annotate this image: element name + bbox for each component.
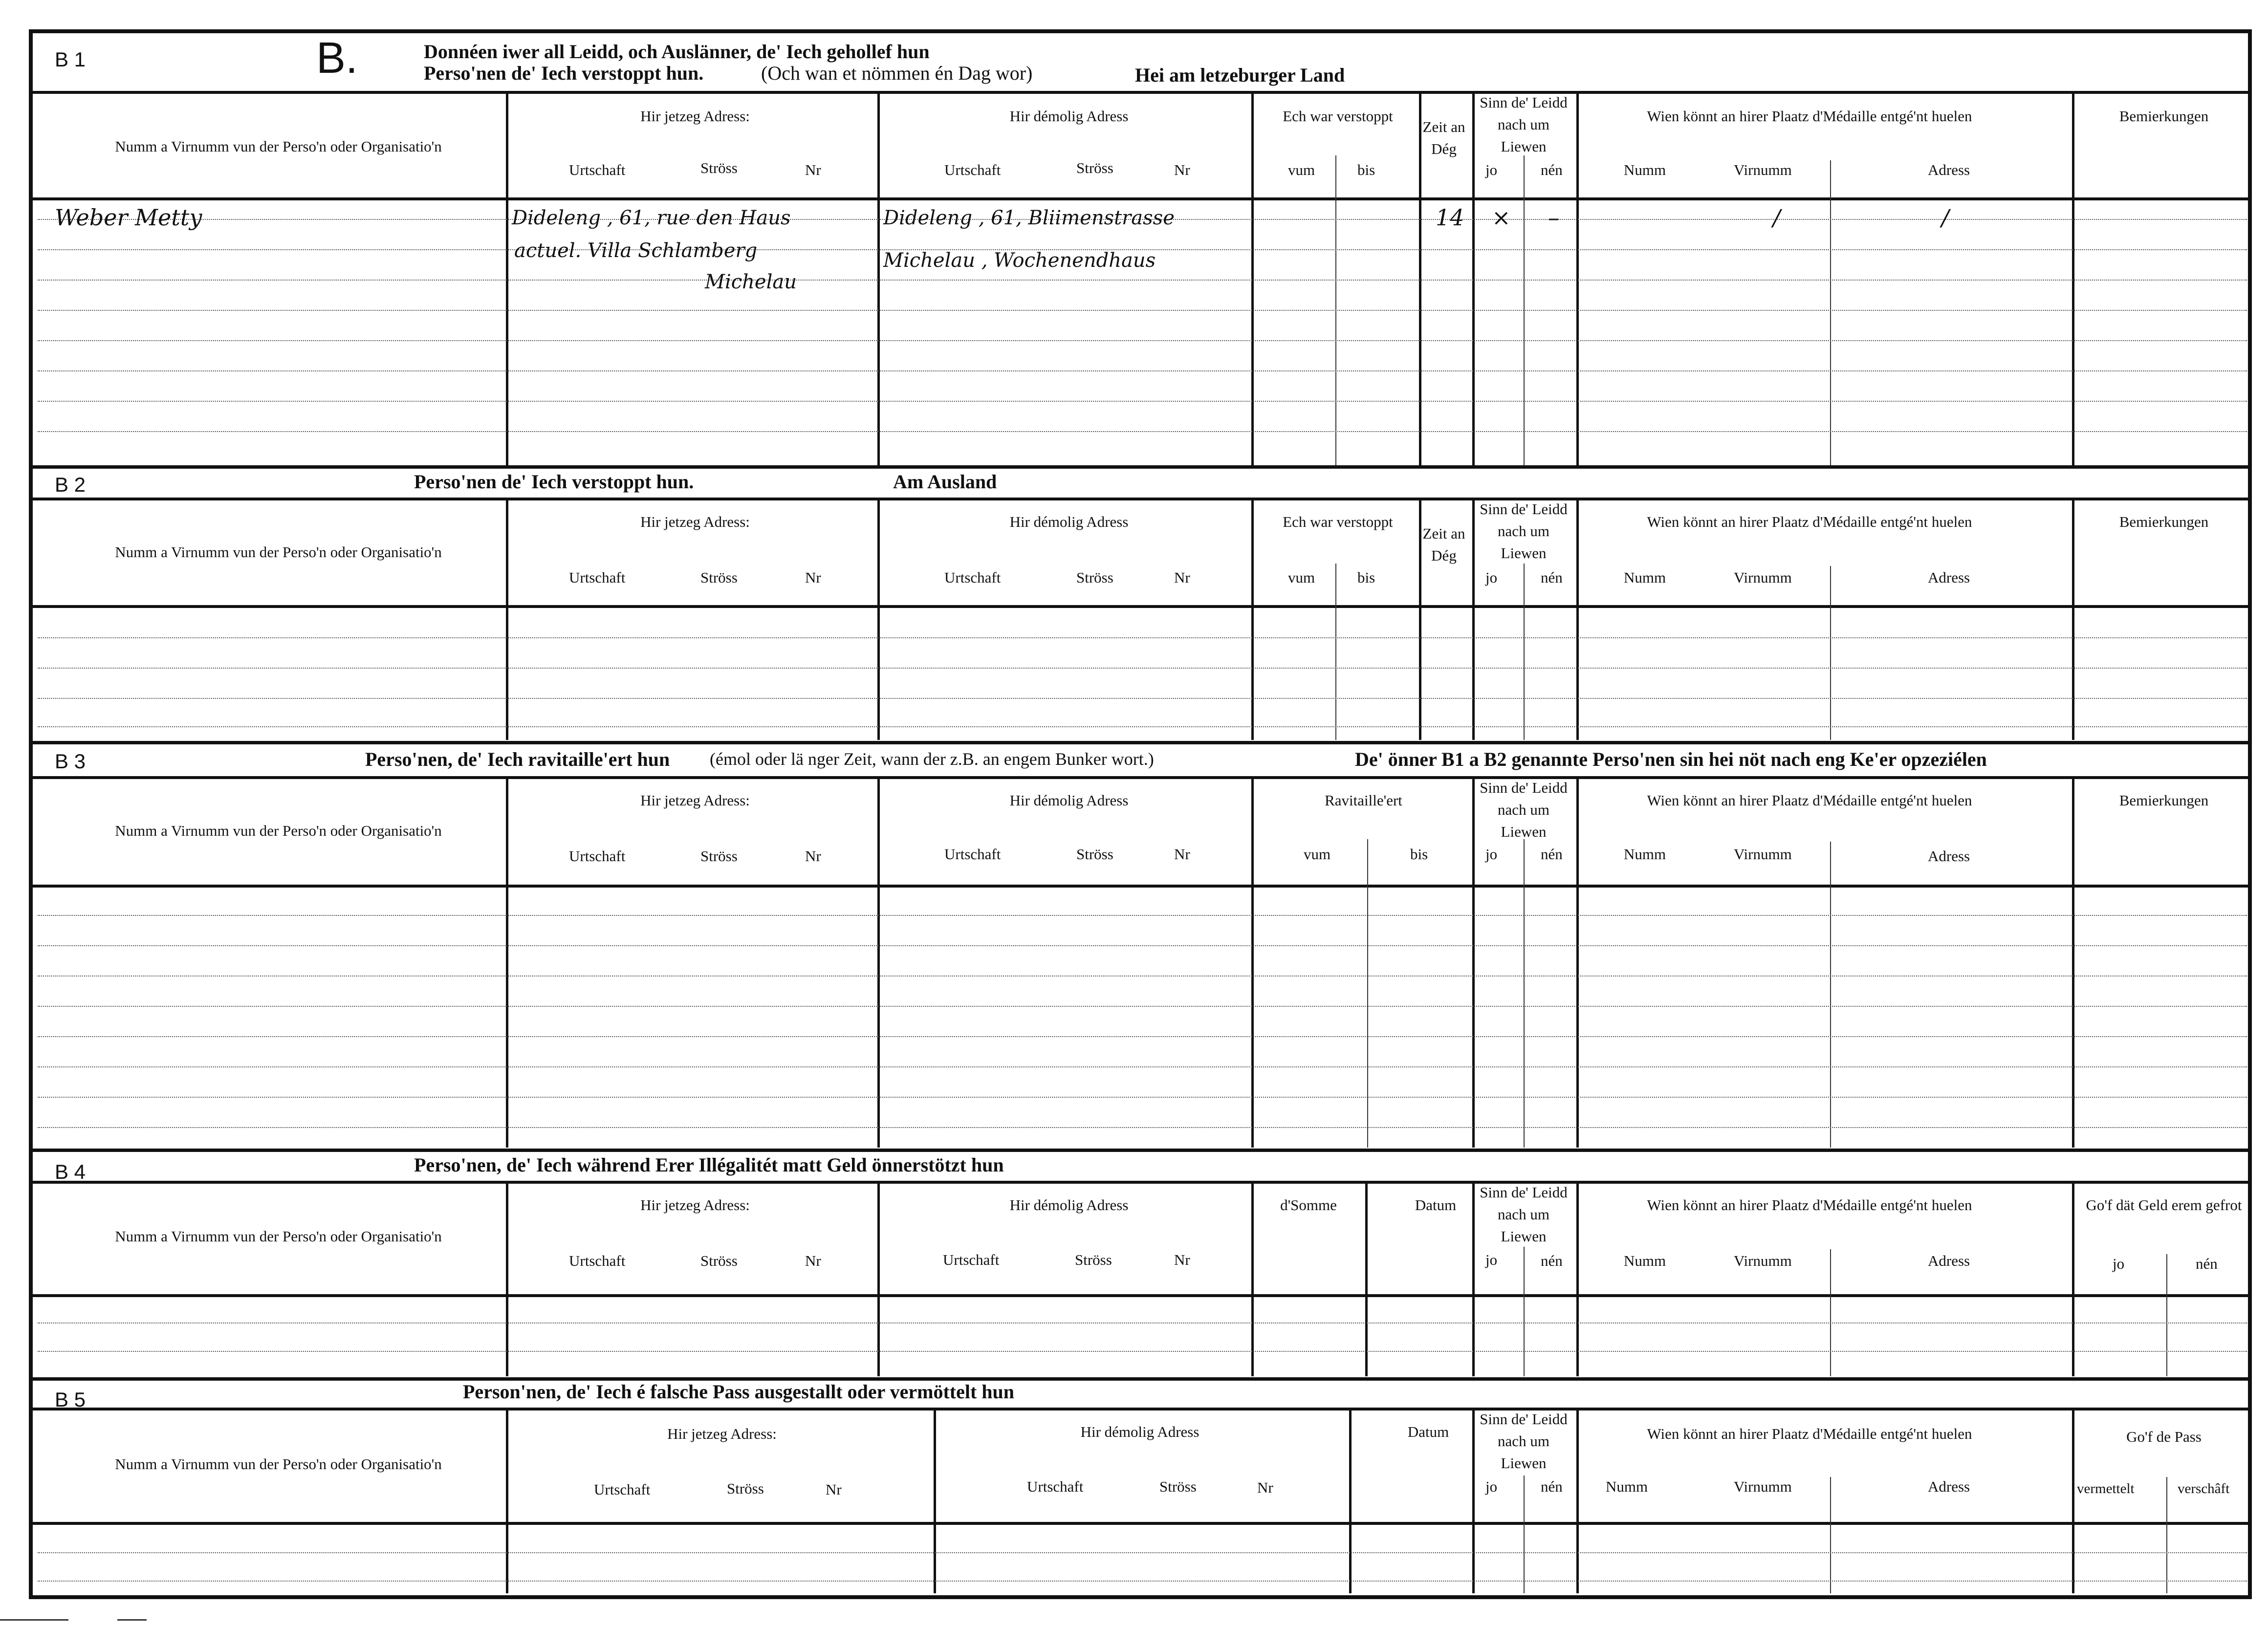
col-divider: [1576, 1181, 1579, 1376]
col-name-header: Numm a Virnumm vun der Perso'n oder Organisatio'n: [115, 822, 442, 839]
row-rule: [38, 1066, 2247, 1067]
col-divider-thin: [1524, 1475, 1525, 1593]
col-divider-thin: [1524, 155, 1525, 468]
col-divider: [1576, 498, 1579, 740]
col-stross: Ströss: [1076, 569, 1113, 586]
col-numm: Numm: [1624, 846, 1666, 863]
col-divider-thin: [1335, 155, 1336, 468]
col-vum: vum: [1288, 569, 1315, 586]
col-divider: [2072, 1408, 2074, 1593]
section-b2-label: B 2: [55, 473, 86, 496]
col-nen: nén: [1541, 161, 1563, 178]
row-rule: [38, 915, 2247, 916]
col-medal-header: Wien könnt an hirer Plaatz d'Médaille entgé'nt huelen: [1647, 513, 1972, 530]
rule: [33, 498, 2248, 500]
col-nr: Nr: [1174, 161, 1190, 178]
col-vermettelt: vermettelt: [2077, 1481, 2135, 1497]
col-jo: jo: [1485, 569, 1498, 586]
col-nen: nén: [1541, 1252, 1563, 1269]
section-b2: [33, 468, 2248, 742]
row-rule: [38, 1006, 2247, 1007]
col-former-address-header: Hir démolig Adress: [1080, 1423, 1199, 1440]
col-medal-header: Wien könnt an hirer Plaatz d'Médaille entgé'nt huelen: [1647, 1425, 1972, 1442]
col-stross: Ströss: [700, 847, 738, 865]
section-b3-title-a: Perso'nen, de' Iech ravitaille'ert hun: [365, 748, 670, 770]
col-divider-thin: [1830, 842, 1831, 1148]
entry-current-address-line1: Dideleng , 61, rue den Haus: [512, 207, 791, 229]
col-urtschaft: Urtschaft: [569, 569, 626, 586]
col-divider-thin: [1367, 839, 1368, 1148]
row-rule: [38, 698, 2247, 699]
col-ravitaille-header: Ravitaille'ert: [1325, 792, 1402, 809]
section-b4-label: B 4: [55, 1160, 86, 1183]
col-divider: [506, 1181, 508, 1376]
col-sinn-header: Sinn de' Leidd nach um Liewen: [1480, 500, 1568, 562]
col-zeit-header: Zeit an Dég: [1422, 525, 1465, 564]
col-remarks-header: Bemierkungen: [2119, 792, 2209, 809]
col-divider-thin: [1830, 1249, 1831, 1376]
col-divider: [934, 1408, 936, 1593]
col-adress: Adress: [1928, 161, 1970, 178]
col-vum: vum: [1288, 161, 1315, 178]
col-former-address-header: Hir démolig Adress: [1009, 792, 1129, 809]
col-name-header: Numm a Virnumm vun der Perso'n oder Organisatio'n: [115, 138, 442, 155]
section-b1-title-line1: Donnéen iwer all Leidd, och Auslänner, de' Iech gehollef hun: [424, 41, 930, 63]
col-divider-thin: [1830, 1477, 1831, 1593]
section-b3-title-c: De' önner B1 a B2 genannte Perso'nen sin hei nöt nach eng Ke'er opzeziélen: [1355, 748, 1987, 770]
col-hidden-header: Ech war verstoppt: [1283, 513, 1393, 530]
entry-current-address-line3: Michelau: [705, 271, 797, 293]
col-divider-thin: [2166, 1477, 2167, 1593]
rule: [33, 1294, 2248, 1297]
row-rule: [38, 1097, 2247, 1098]
entry-nen-mark: –: [1548, 204, 1559, 231]
rule: [33, 1408, 2248, 1410]
col-nr: Nr: [1174, 569, 1190, 586]
rule: [33, 885, 2248, 888]
section-b1-title-line2b: (Och wan et nömmen én Dag wor): [761, 62, 1033, 84]
section-b-letter: B.: [316, 34, 358, 83]
col-stross: Ströss: [1159, 1478, 1197, 1495]
col-medal-header: Wien könnt an hirer Plaatz d'Médaille entgé'nt huelen: [1647, 108, 1972, 125]
col-former-address-header: Hir démolig Adress: [1009, 108, 1129, 125]
col-nen: nén: [1541, 846, 1563, 863]
col-adress: Adress: [1928, 1252, 1970, 1269]
col-urtschaft: Urtschaft: [944, 161, 1001, 178]
col-zeit-header: Zeit an Dég: [1422, 118, 1465, 157]
entry-former-address-line2: Michelau , Wochenendhaus: [883, 249, 1156, 272]
section-b1-title-line2c: Hei am letzeburger Land: [1135, 64, 1345, 86]
col-nr: Nr: [805, 161, 821, 178]
section-b5-title: Person'nen, de' Iech é falsche Pass ausgestallt oder vermöttelt hun: [463, 1381, 1015, 1403]
edge-mark: [0, 1619, 68, 1621]
col-current-address-header: Hir jetzeg Adress:: [640, 513, 750, 530]
col-stross: Ströss: [1076, 846, 1113, 863]
col-jo: jo: [2113, 1255, 2125, 1272]
col-nr: Nr: [1257, 1479, 1273, 1496]
col-adress: Adress: [1928, 847, 1970, 865]
row-rule: [38, 280, 2247, 281]
section-b1-label: B 1: [55, 48, 86, 71]
col-nr: Nr: [1174, 846, 1190, 863]
col-nr: Nr: [805, 1252, 821, 1269]
col-sinn-header: Sinn de' Leidd nach um Liewen: [1480, 94, 1568, 155]
row-rule: [38, 340, 2247, 341]
col-adress: Adress: [1928, 569, 1970, 586]
col-urtschaft: Urtschaft: [944, 569, 1001, 586]
col-divider-thin: [1830, 566, 1831, 740]
col-divider: [506, 776, 508, 1148]
col-nen: nén: [1541, 569, 1563, 586]
section-b5: [33, 1380, 2248, 1595]
rule: [33, 1522, 2248, 1525]
col-somme-header: d'Somme: [1280, 1196, 1337, 1214]
entry-name: Weber Metty: [55, 204, 202, 231]
col-name-header: Numm a Virnumm vun der Perso'n oder Organisatio'n: [115, 1228, 442, 1245]
col-divider: [877, 776, 880, 1148]
entry-medal-virnumm: /: [1773, 204, 1781, 231]
col-divider-thin: [1524, 839, 1525, 1148]
col-sinn-header: Sinn de' Leidd nach um Liewen: [1480, 1184, 1568, 1245]
col-name-header: Numm a Virnumm vun der Perso'n oder Organisatio'n: [115, 1455, 442, 1473]
section-b4-title: Perso'nen, de' Iech während Erer Illégalitét matt Geld önnerstötzt hun: [414, 1154, 1004, 1176]
col-urtschaft: Urtschaft: [569, 847, 626, 865]
col-divider: [1251, 498, 1254, 740]
col-current-address-header: Hir jetzeg Adress:: [667, 1425, 777, 1442]
col-divider: [1472, 776, 1475, 1148]
section-b3: [33, 744, 2248, 1150]
entry-days: 14: [1436, 204, 1464, 231]
col-vum: vum: [1304, 846, 1331, 863]
col-nr: Nr: [1174, 1251, 1190, 1268]
col-urtschaft: Urtschaft: [594, 1481, 651, 1498]
entry-current-address-line2: actuel. Villa Schlamberg: [514, 239, 758, 262]
row-rule: [38, 1127, 2247, 1128]
col-name-header: Numm a Virnumm vun der Perso'n oder Organisatio'n: [115, 543, 442, 561]
row-rule: [38, 1036, 2247, 1037]
section-b3-title-b: (émol oder lä nger Zeit, wann der z.B. an engem Bunker wort.): [710, 749, 1154, 769]
col-urtschaft: Urtschaft: [943, 1251, 1000, 1268]
col-divider-thin: [2166, 1254, 2167, 1376]
col-former-address-header: Hir démolig Adress: [1009, 1196, 1129, 1214]
col-urtschaft: Urtschaft: [944, 846, 1001, 863]
col-divider: [1251, 1181, 1254, 1376]
col-divider: [1419, 498, 1421, 740]
col-virnumm: Virnumm: [1734, 1478, 1792, 1495]
col-nen: nén: [2196, 1255, 2218, 1272]
col-divider: [1251, 776, 1254, 1148]
col-stross: Ströss: [700, 569, 738, 586]
col-divider: [2072, 1181, 2074, 1376]
col-virnumm: Virnumm: [1734, 569, 1792, 586]
col-nr: Nr: [805, 569, 821, 586]
col-urtschaft: Urtschaft: [569, 1252, 626, 1269]
row-rule: [38, 726, 2247, 727]
col-remarks-header: Bemierkungen: [2119, 108, 2209, 125]
rule: [33, 605, 2248, 608]
col-urtschaft: Urtschaft: [1027, 1478, 1084, 1495]
row-rule: [38, 637, 2247, 638]
col-jo: jo: [1485, 1478, 1498, 1495]
col-bis: bis: [1410, 846, 1428, 863]
col-divider-thin: [1524, 564, 1525, 740]
edge-mark: [117, 1619, 147, 1621]
col-remarks-header: Bemierkungen: [2119, 513, 2209, 530]
col-current-address-header: Hir jetzeg Adress:: [640, 792, 750, 809]
col-datum-header: Datum: [1407, 1423, 1449, 1440]
entry-former-address-line1: Dideleng , 61, Bliimenstrasse: [883, 207, 1175, 229]
row-rule: [38, 668, 2247, 669]
section-b1: [33, 33, 2248, 468]
col-divider: [506, 498, 508, 740]
col-numm: Numm: [1624, 161, 1666, 178]
col-virnumm: Virnumm: [1734, 161, 1792, 178]
row-rule: [38, 1581, 2247, 1582]
col-numm: Numm: [1624, 1252, 1666, 1269]
col-stross: Ströss: [700, 159, 738, 176]
col-stross: Ströss: [1075, 1251, 1112, 1268]
row-rule: [38, 1351, 2247, 1352]
col-medal-header: Wien könnt an hirer Plaatz d'Médaille entgé'nt huelen: [1647, 792, 1972, 809]
col-divider: [2072, 776, 2074, 1148]
col-stross: Ströss: [1076, 159, 1113, 176]
section-b5-label: B 5: [55, 1388, 86, 1411]
col-nr: Nr: [826, 1481, 842, 1498]
col-divider: [1576, 776, 1579, 1148]
col-divider-thin: [1524, 1247, 1525, 1376]
row-rule: [38, 1552, 2247, 1553]
row-rule: [38, 431, 2247, 432]
col-current-address-header: Hir jetzeg Adress:: [640, 1196, 750, 1214]
col-numm: Numm: [1624, 569, 1666, 586]
col-datum-header: Datum: [1415, 1196, 1457, 1214]
row-rule: [38, 401, 2247, 402]
col-divider-thin: [1830, 160, 1831, 468]
col-gof-pass-header: Go'f de Pass: [2126, 1428, 2202, 1445]
col-sinn-header: Sinn de' Leidd nach um Liewen: [1480, 1410, 1568, 1472]
rule: [33, 776, 2248, 779]
col-divider: [877, 1181, 880, 1376]
col-hidden-header: Ech war verstoppt: [1283, 108, 1393, 125]
col-adress: Adress: [1928, 1478, 1970, 1495]
col-divider-thin: [1335, 564, 1336, 740]
col-nen: nén: [1541, 1478, 1563, 1495]
col-sinn-header: Sinn de' Leidd nach um Liewen: [1480, 779, 1568, 840]
col-medal-header: Wien könnt an hirer Plaatz d'Médaille entgé'nt huelen: [1647, 1196, 1972, 1214]
col-divider: [2072, 498, 2074, 740]
col-divider: [506, 1408, 508, 1593]
col-jo: jo: [1485, 846, 1498, 863]
col-bis: bis: [1357, 569, 1375, 586]
entry-medal-adress: /: [1941, 204, 1949, 231]
section-b2-title-b: Am Ausland: [893, 471, 997, 493]
col-nr: Nr: [805, 847, 821, 865]
rule: [33, 91, 2248, 94]
col-divider: [1472, 1181, 1475, 1376]
col-numm: Numm: [1606, 1478, 1648, 1495]
section-b4: [33, 1151, 2248, 1378]
col-former-address-header: Hir démolig Adress: [1009, 513, 1129, 530]
col-divider: [1576, 1408, 1579, 1593]
col-virnumm: Virnumm: [1734, 846, 1792, 863]
row-rule: [38, 310, 2247, 311]
col-jo: jo: [1485, 1251, 1498, 1268]
col-gof-geld-header: Go'f dät Geld erem gefrot: [2086, 1196, 2242, 1214]
section-b2-title-a: Perso'nen de' Iech verstoppt hun.: [414, 471, 694, 493]
col-jo: jo: [1485, 161, 1498, 178]
col-verschaft: verschâft: [2178, 1481, 2230, 1497]
col-divider: [1349, 1408, 1352, 1593]
col-stross: Ströss: [727, 1480, 764, 1497]
col-divider: [1472, 498, 1475, 740]
rule: [33, 197, 2248, 200]
col-divider: [1472, 1408, 1475, 1593]
col-urtschaft: Urtschaft: [569, 161, 626, 178]
col-divider: [1365, 1181, 1368, 1376]
row-rule: [38, 370, 2247, 371]
row-rule: [38, 945, 2247, 946]
col-divider: [877, 498, 880, 740]
col-bis: bis: [1357, 161, 1375, 178]
rule: [33, 1181, 2248, 1184]
col-stross: Ströss: [700, 1252, 738, 1269]
col-current-address-header: Hir jetzeg Adress:: [640, 108, 750, 125]
section-b1-title-line2a: Perso'nen de' Iech verstoppt hun.: [424, 62, 704, 84]
section-b3-label: B 3: [55, 750, 86, 773]
col-virnumm: Virnumm: [1734, 1252, 1792, 1269]
entry-jo-mark: ×: [1492, 204, 1511, 231]
